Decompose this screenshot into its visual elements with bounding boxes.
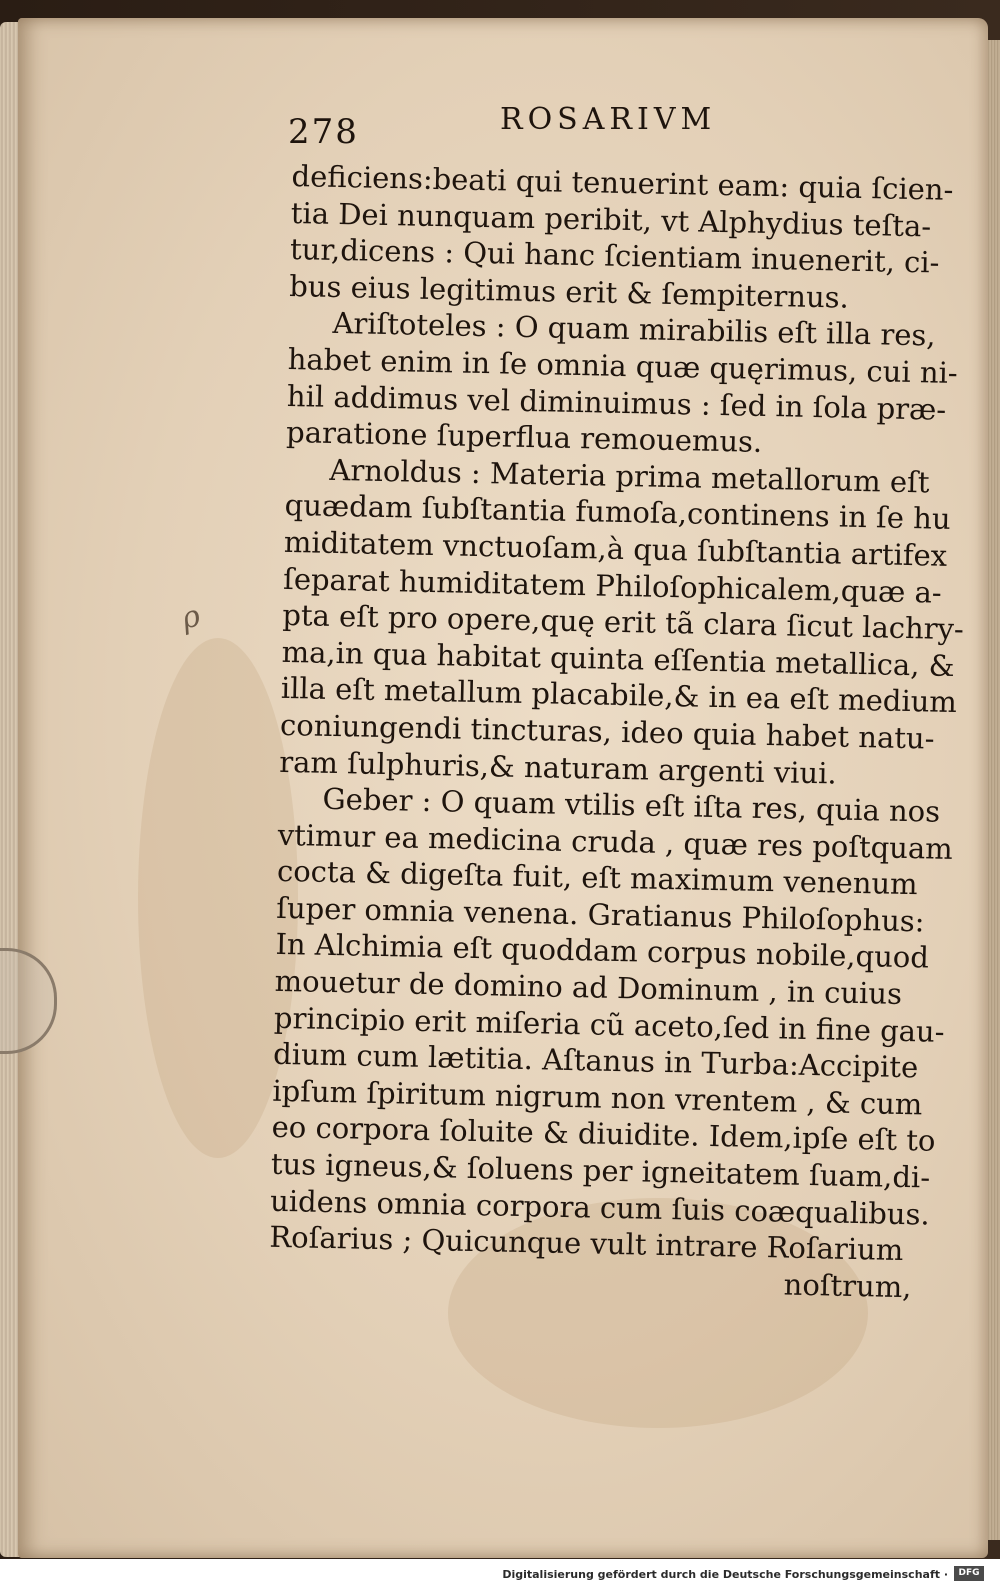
dfg-logo: DFG <box>954 1566 984 1581</box>
text-line: mouetur de domino ad Dominum , in cuius <box>274 963 903 1012</box>
text-line: ram ſulphuris,& naturam argenti viui. <box>279 744 838 791</box>
text-line: principio erit miſeria cũ aceto,ſed in fine gau- <box>273 1000 945 1049</box>
text-line: pta eſt pro opere,quę erit tã clara ſicut lachry- <box>282 598 965 647</box>
text-line: Geber : O quam vtilis eſt iſta res, quia nos <box>322 781 941 829</box>
text-line: deficiens:beati qui tenuerint eam: quia ſcien- <box>291 158 954 207</box>
text-line: Ariſtoteles : O quam mirabilis eſt illa res, <box>332 306 936 353</box>
digitization-footer <box>0 1559 1000 1593</box>
page-number: 278 <box>288 112 359 152</box>
margin-annotation: ρ <box>177 598 204 637</box>
text-line: hil addimus vel diminuimus : ſed in ſola præ- <box>286 378 947 427</box>
text-line: uidens omnia corpora cum ſuis coæqualibus. <box>269 1183 931 1232</box>
text-line: tia Dei nunquam peribit, vt Alphydius teſta- <box>290 195 932 243</box>
text-line: miditatem vnctuoſam,à qua ſubſtantia artifex <box>283 524 948 573</box>
text-line: ſeparat humiditatem Philoſophicalem,quæ a- <box>282 561 943 610</box>
text-line: Roſarius ; Quicunque vult intrare Roſarium <box>269 1219 904 1268</box>
text-line: Arnoldus : Materia prima metallorum eſt <box>329 452 930 500</box>
text-line: cocta & digeſta fuit, eſt maximum venenum <box>276 854 918 902</box>
text-line: eo corpora ſoluite & diuidite. Idem,ipſe eſt to <box>271 1110 936 1159</box>
text-line: noſtrum, <box>783 1267 912 1305</box>
text-line: paratione ſuperflua remouemus. <box>285 415 763 460</box>
body-text <box>268 158 965 1306</box>
text-line: illa eſt metallum placabile,& in ea eſt medium <box>280 671 958 720</box>
text-line: ſuper omnia venena. Gratianus Philoſophus: <box>275 890 925 939</box>
text-line: bus eius legitimus erit & ſempiternus. <box>288 268 850 315</box>
text-line: vtimur ea medicina cruda , quæ res poſtquam <box>277 817 954 866</box>
text-line: tus igneus,& ſoluens per igneitatem ſuam,di- <box>270 1146 931 1195</box>
text-line: tur,dicens : Qui hanc ſcientiam inuenerit, ci- <box>289 232 940 280</box>
text-line: habet enim in ſe omnia quæ quęrimus, cui ni- <box>287 341 959 390</box>
text-line: coniungendi tincturas, ideo quia habet natu- <box>279 707 935 756</box>
text-line: ipſum ſpiritum nigrum non vrentem , & cum <box>272 1073 923 1122</box>
text-line: dium cum lætitia. Aſtanus in Turba:Accipite <box>272 1037 919 1085</box>
page-header <box>288 100 758 160</box>
running-title: ROSARIVM <box>500 102 717 137</box>
funding-credit: Digitalisierung gefördert durch die Deutsche Forschungsgemeinschaft · <box>502 1568 948 1581</box>
text-line: quædam ſubſtantia fumoſa,continens in ſe hu <box>284 488 951 537</box>
text-line: ma,in qua habitat quinta eſſentia metallica, & <box>281 634 955 683</box>
text-line: In Alchimia eſt quoddam corpus nobile,quod <box>275 927 930 975</box>
